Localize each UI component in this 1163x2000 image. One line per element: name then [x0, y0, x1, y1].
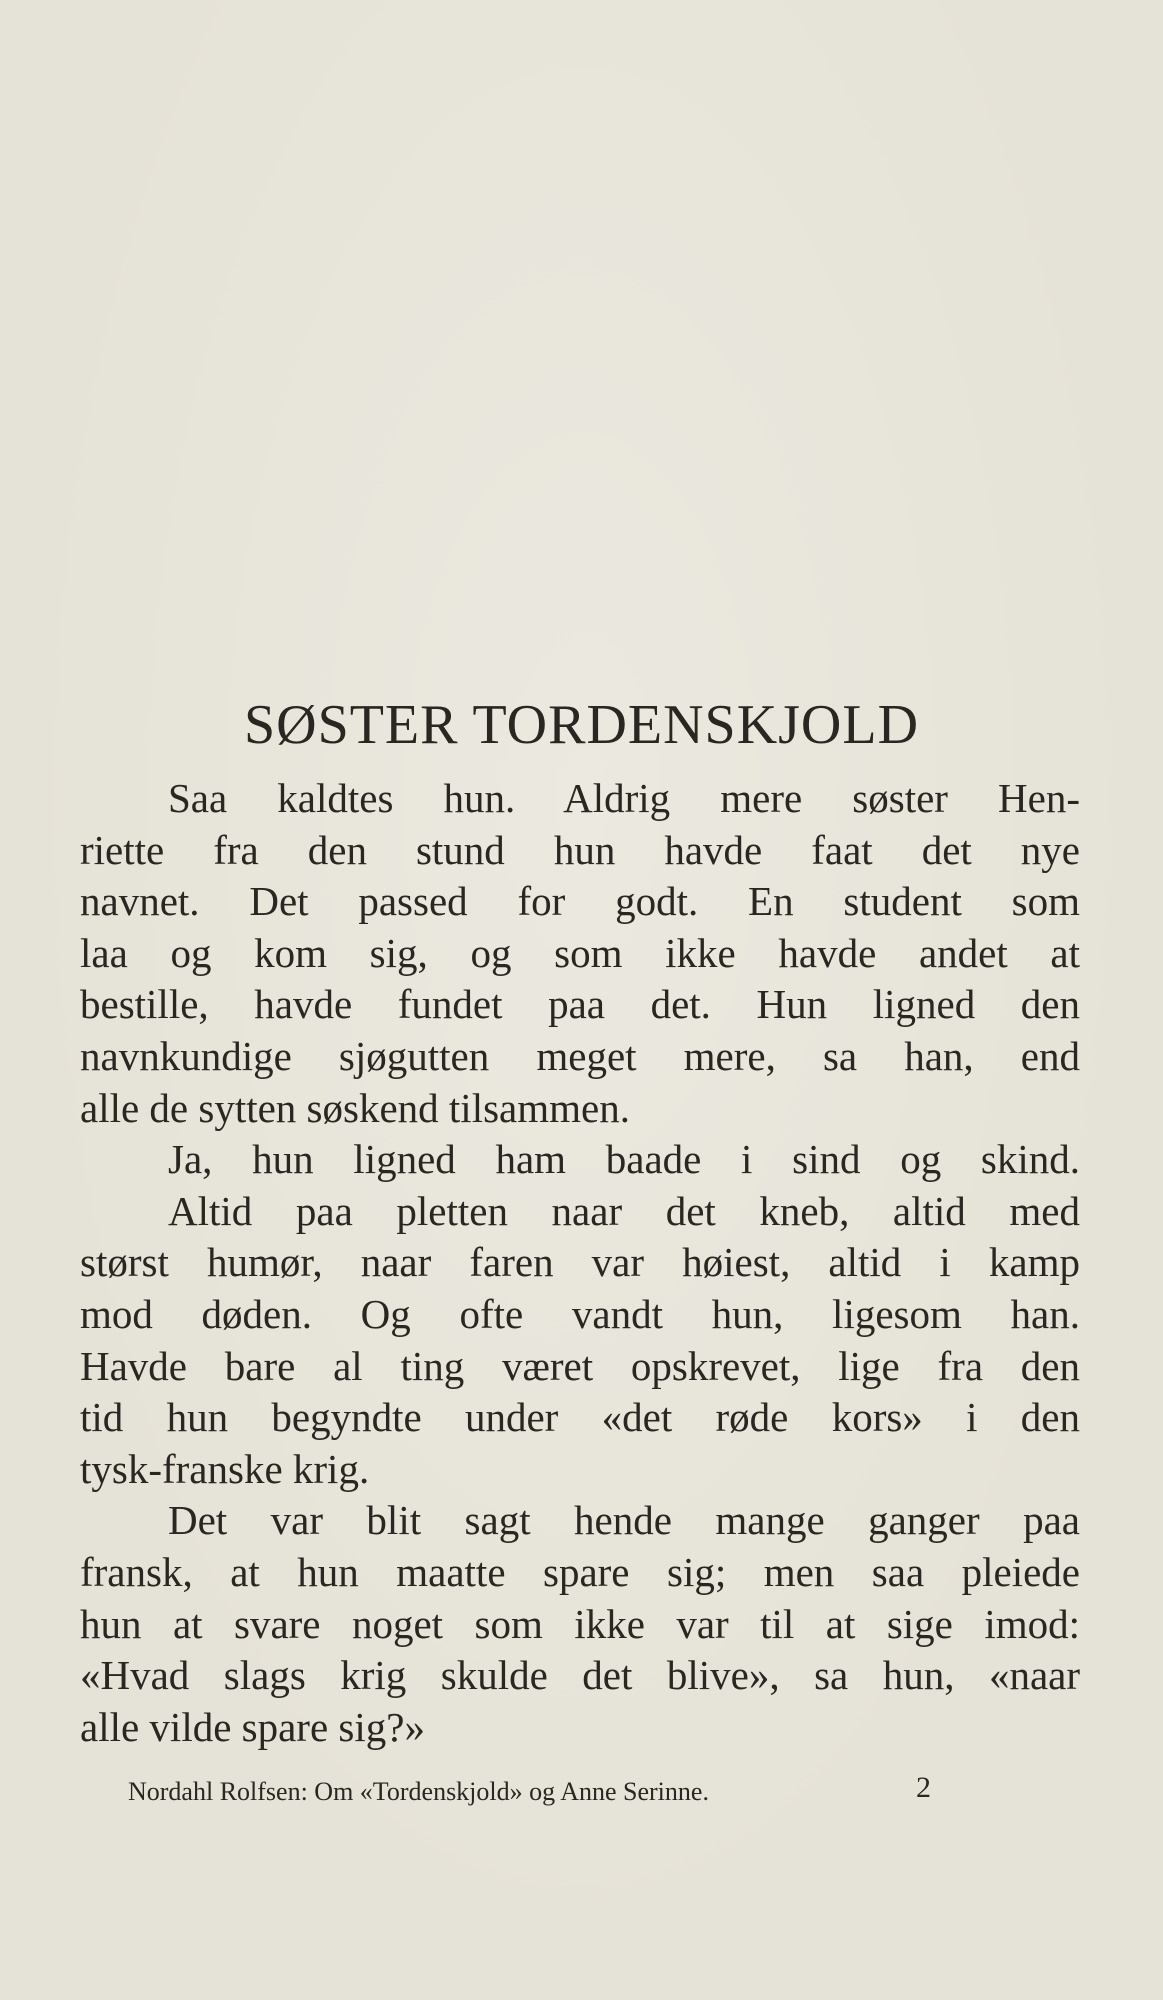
- body-text: [80, 773, 1080, 1753]
- text-line: Det var blit sagt hende mange ganger paa: [168, 1497, 1080, 1544]
- text-line: bestille, havde fundet paa det. Hun ligned den: [80, 981, 1080, 1028]
- footer-citation: Nordahl Rolfsen: Om «Tordenskjold» og Anne Serinne.: [128, 1777, 709, 1806]
- text-line: alle vilde spare sig?»: [80, 1703, 425, 1750]
- page-number: 2: [916, 1771, 931, 1804]
- text-line: laa og kom sig, og som ikke havde andet at: [80, 929, 1080, 976]
- text-line: størst humør, naar faren var høiest, altid i kamp: [80, 1239, 1080, 1286]
- text-line: alle de sytten søskend tilsammen.: [80, 1084, 630, 1131]
- text-line: Havde bare al ting været opskrevet, lige fra den: [80, 1342, 1080, 1389]
- text-line: «Hvad slags krig skulde det blive», sa hun, «naar: [80, 1652, 1080, 1699]
- text-line: navnkundige sjøgutten meget mere, sa han, end: [80, 1032, 1080, 1079]
- text-line: fransk, at hun maatte spare sig; men saa pleiede: [80, 1548, 1080, 1595]
- text-line: hun at svare noget som ikke var til at sige imod:: [80, 1600, 1080, 1647]
- text-line: mod døden. Og ofte vandt hun, ligesom han.: [80, 1290, 1080, 1337]
- text-line: tysk-franske krig.: [80, 1445, 370, 1492]
- text-line: Ja, hun ligned ham baade i sind og skind.: [168, 1136, 1080, 1183]
- text-line: Saa kaldtes hun. Aldrig mere søster Hen-: [168, 775, 1080, 821]
- text-line: Altid paa pletten naar det kneb, altid med: [168, 1187, 1080, 1234]
- text-line: tid hun begyndte under «det røde kors» i den: [80, 1394, 1080, 1441]
- text-line: navnet. Det passed for godt. En student som: [80, 878, 1080, 925]
- chapter-title: SØSTER TORDENSKJOLD: [243, 694, 920, 756]
- text-line: riette fra den stund hun havde faat det nye: [80, 826, 1080, 873]
